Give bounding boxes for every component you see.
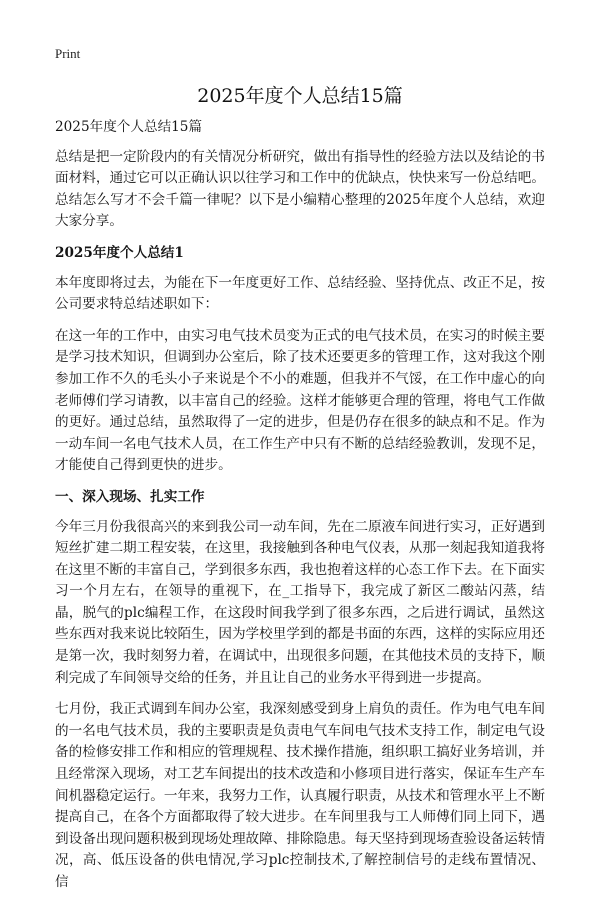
article-subtitle: 2025年度个人总结15篇 xyxy=(55,119,203,135)
paragraph-1: 本年度即将过去，为能在下一年度更好工作、总结经验、坚持优点、改正不足，按公司要求特总结述职如下： xyxy=(55,274,545,313)
paragraph-2: 在这一年的工作中，由实习电气技术员变为正式的电气技术员，在实习的时候主要是学习技术知识，但调到办公室后，除了技术还要更多的管理工作，这对我这个刚参加工作不久的毛头小子来说是个不小的难题，但我并不气馁，在工作中虚心的向老师傅们学习请教，以丰富自己的经验。这样才能够更合理的管理，将电气工作做的更好。通过总结，虽然取得了一定的进步，但是仍存在很多的缺点和不足。作为一动车间一名电气技术人员，在工作生产中只有不断的总结经验教训，发现不足，才能使自己得到更快的进步。 xyxy=(55,327,545,474)
print-link[interactable]: Print xyxy=(55,46,81,61)
page-title: 2025年度个人总结15篇 xyxy=(197,85,403,107)
intro-paragraph: 总结是把一定阶段内的有关情况分析研究，做出有指导性的经验方法以及结论的书面材料，通过它可以正确认识以往学习和工作中的优缺点，快快来写一份总结吧。总结怎么写才不会千篇一律呢？以下是小编精心整理的2025年度个人总结，欢迎大家分享。 xyxy=(55,148,545,230)
section-heading-2: 一、深入现场、扎实工作 xyxy=(55,488,205,505)
section-heading-1: 2025年度个人总结1 xyxy=(55,244,184,261)
article-body xyxy=(55,117,545,904)
paragraph-4: 七月份，我正式调到车间办公室，我深刻感受到身上肩负的责任。作为电气电车间的一名电气技术员，我的主要职责是负责电气车间电气技术支持工作，制定电气设备的检修安排工作和相应的管理规程、技术操作措施，组织职工搞好业务培训，并且经常深入现场，对工艺车间提出的技术改造和小修项目进行落实，保证车生产车间机器稳定运行。一年来，我努力工作，认真履行职责，从技术和管理水平上不断提高自己，在各个方面都取得了较大进步。在车间里我与工人师傅们同上同下，遇到设备出现问题积极到现场处理故障、排除隐患。每天坚持到现场查验设备运转情况，高、低压设备的供电情况,学习plc控制技术,了解控制信号的走线布置情况、信 xyxy=(55,701,545,890)
paragraph-3: 今年三月份我很高兴的来到我公司一动车间，先在二原液车间进行实习，正好遇到短丝扩建二期工程安装，在这里，我接触到各种电气仪表，从那一刻起我知道我将在这里不断的丰富自己，学到很多东西，我也抱着这样的心态工作下去。在下面实习一个月左右，在领导的重视下，在_工指导下，我完成了新区二酸站闪蒸，结晶，脱气的plc编程工作，在这段时间我学到了很多东西，之后进行调试，虽然这些东西对我来说比较陌生，因为学校里学到的都是书面的东西，这样的实际应用还是第一次，我时刻努力着，在调试中，出现很多问题，在其他技术员的支持下，顺利完成了车间领导交给的任务，并且让自己的业务水平得到进一步提高。 xyxy=(55,518,545,686)
